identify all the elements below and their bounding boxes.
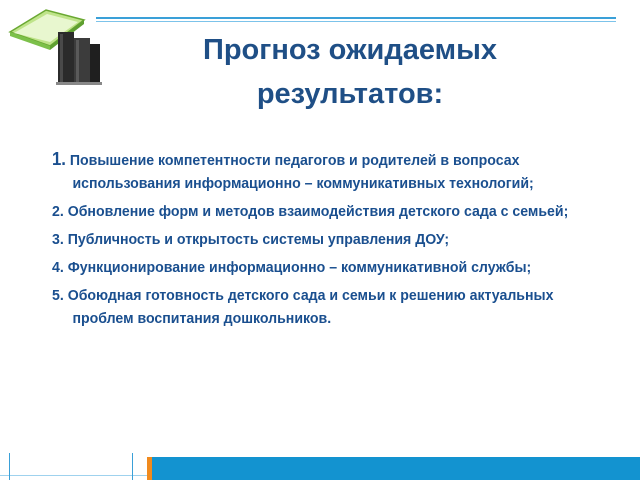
list-item-number: 2. (52, 203, 64, 220)
list-item (52, 256, 597, 279)
top-divider-line-secondary (96, 21, 616, 22)
list-item-number: 1. (52, 149, 66, 169)
footer-line (0, 475, 147, 476)
title-line-1: Прогноз ожидаемых (202, 34, 498, 66)
list-item-number: 3. (52, 231, 64, 248)
books-icon (6, 2, 104, 86)
footer-divider (132, 453, 133, 480)
page-title (110, 28, 590, 116)
list-item-text: Повышение компетентности педагогов и родителей в вопросах использования информационно – коммуникативных технологий; (69, 152, 534, 192)
list-item (52, 148, 597, 195)
results-list (52, 148, 597, 335)
footer-divider (9, 453, 10, 480)
list-item (52, 284, 597, 330)
list-item-text: Обновление форм и методов взаимодействия детского сада с семьей; (67, 203, 569, 220)
list-item (52, 228, 597, 251)
list-item-text: Обоюдная готовность детского сада и семьи к решению актуальных проблем воспитания дошкольников. (67, 287, 554, 327)
list-item (52, 200, 597, 223)
footer-blue-bar (152, 457, 640, 480)
top-divider-line (96, 17, 616, 19)
footer-decoration (0, 451, 640, 480)
list-item-number: 4. (52, 259, 64, 276)
list-item-text: Публичность и открытость системы управления ДОУ; (67, 231, 450, 248)
list-item-number: 5. (52, 287, 64, 304)
list-item-text: Функционирование информационно – коммуникативной службы; (67, 259, 532, 276)
title-line-2: результатов: (256, 78, 444, 110)
